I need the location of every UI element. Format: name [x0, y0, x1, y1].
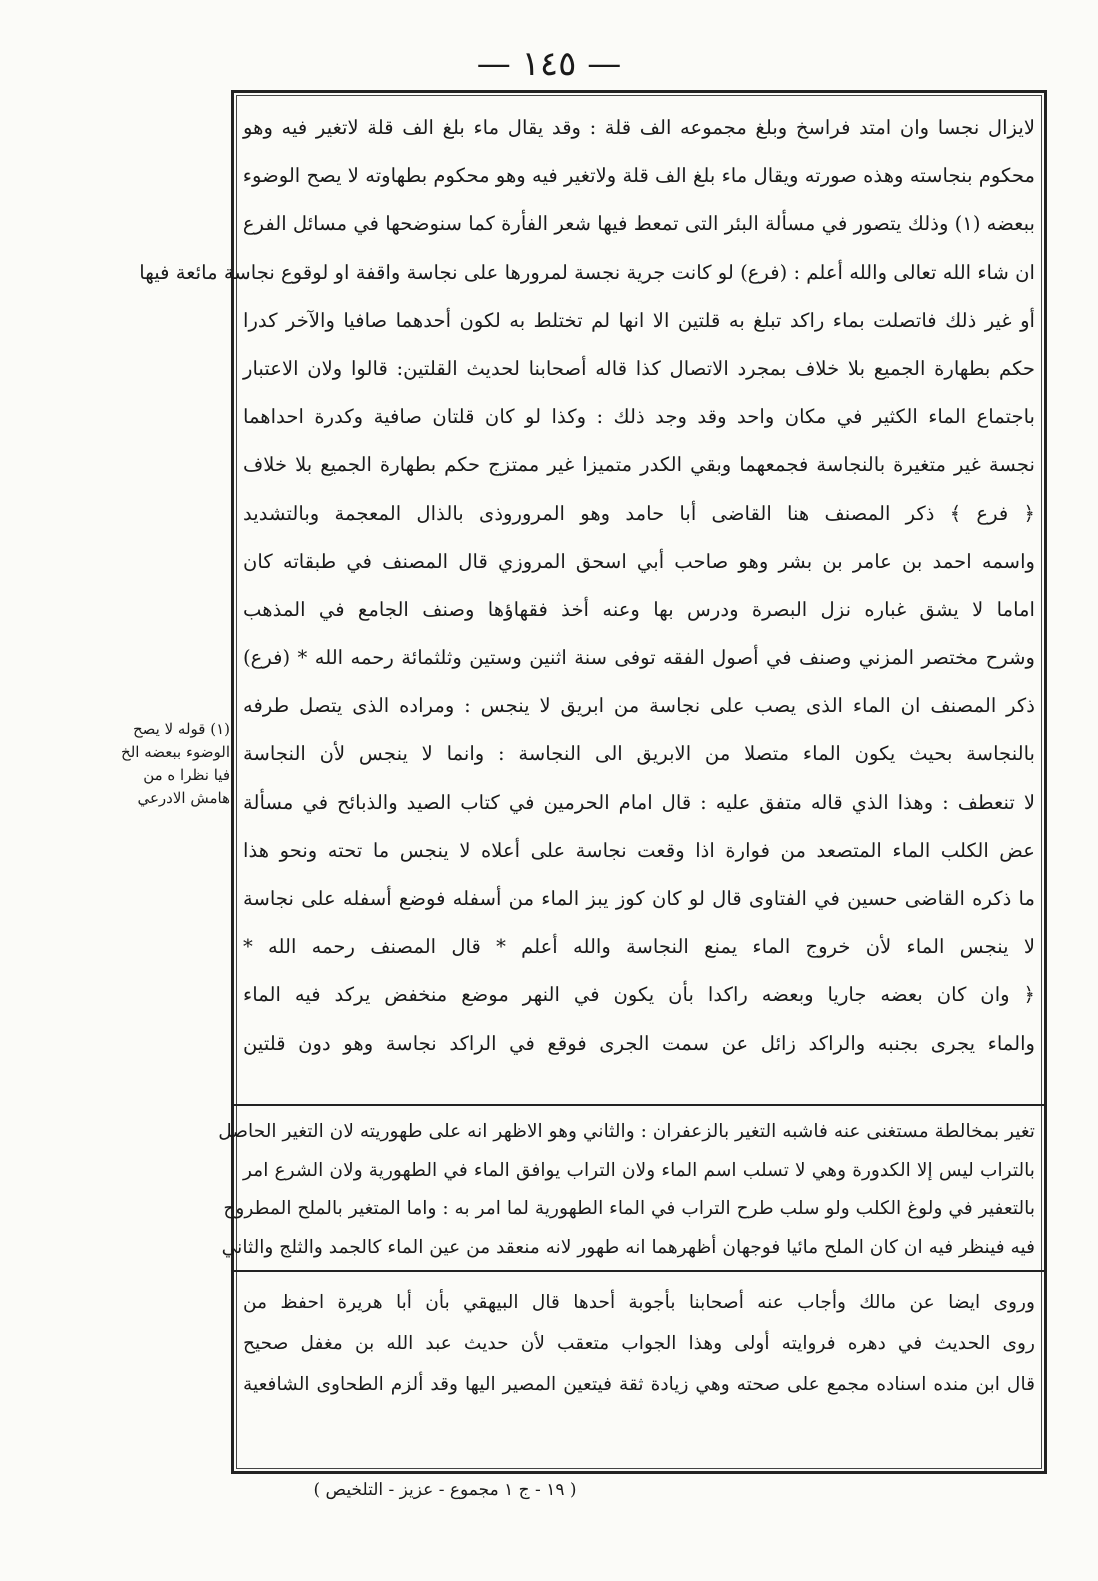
commentary-line: فيه فينظر فيه ان كان الملح مائيا فوجهان أظهرهما انه طهور لانه منعقد من عين الماء كالجمد والثلج والثاني [221, 1236, 1035, 1258]
page-number: — ١٤٥ — [476, 44, 622, 84]
commentary-line: بالتراب ليس إلا الكدورة وهي لا تسلب اسم الماء ولان التراب يوافق الماء في الطهورية ولان الشرع امر [243, 1159, 1035, 1181]
main-line: بالنجاسة بحيث يكون الماء متصلا من الابريق الى النجاسة : وانما لا ينجس لأن النجاسة [243, 742, 1035, 766]
main-line: محكوم بنجاسته وهذه صورته ويقال ماء بلغ الف قلة ولاتغير فيه وهو محكوم بطهاوته لا يصح الوضوء [242, 164, 1035, 188]
main-line: ما ذكره القاضى حسين في الفتاوى قال لو كان كوز يبز الماء من أسفله فوضع أسفله على نجاسة [243, 887, 1035, 910]
main-line: حكم بطهارة الجميع بلا خلاف بمجرد الاتصال كذا قاله أصحابنا لحديث القلتين: قالوا ولان الاعتبار [243, 356, 1035, 380]
commentary-line: تغير بمخالطة مستغنى عنه فاشبه التغير بالزعفران : والثاني وهو الاظهر انه على طهوريته لان التغير الحاصل [218, 1121, 1035, 1142]
main-line: لايزال نجسا وان امتد فراسخ وبلغ مجموعه الف قلة : وقد يقال ماء بلغ الف قلة لاتغير فيه وهو [243, 116, 1035, 139]
margin-note-line: الوضوء ببعضه الخ [121, 743, 230, 761]
main-line: والماء يجرى بجنبه والراكد زائل عن سمت الجرى فوقع في الراكد نجاسة وهو دون قلتين [243, 1031, 1035, 1055]
main-line: وشرح مختصر المزني وصنف في أصول الفقه توفى سنة اثنين وستين وثلثمائة رحمه الله * (فرع) [243, 646, 1035, 670]
footnote-text [243, 1282, 1035, 1405]
main-line: نجسة غير متغيرة بالنجاسة فجمعهما وبقي الكدر متميزا غير ممتزج حكم بطهارة الجميع بلا خلاف [243, 453, 1035, 477]
main-line: لا ينجس الماء لأن خروج الماء يمنع النجاسة والله أعلم * قال المصنف رحمه الله * [243, 935, 1035, 959]
main-line: باجتماع الماء الكثير في مكان واحد وقد وجد ذلك : وكذا لو كان قلتان صافية وكدرة احداهما [243, 405, 1035, 429]
main-line: ﴿ فرع ﴾ ذكر المصنف هنا القاضى أبا حامد وهو المروروذى بالذال المعجمة وبالتشديد [243, 501, 1035, 525]
print-signature: ( ١٩ - ج ١ مجموع - عزيز - التلخيص ) [313, 1480, 577, 1500]
margin-note-line: هامش الادرعي [137, 789, 230, 807]
main-line: اماما لا يشق غباره نزل البصرة ودرس بها وعنه أخذ فقهاؤها وصنف الجامع في المذهب [243, 597, 1035, 621]
main-line: ذكر المصنف ان الماء الذى يصب على نجاسة من ابريق لا ينجس : ومراده الذى يتصل طرفه [243, 694, 1035, 718]
main-line: ان شاء الله تعالى والله أعلم : (فرع) لو كانت جرية نجسة لمرورها على نجاسة واقفة او لوقوع نجاسة مائعة فيها [139, 260, 1035, 284]
margin-note-line: فيا نظرا ه من [143, 766, 230, 784]
margin-note [118, 718, 230, 810]
main-line: ﴿ وان كان بعضه جاريا وبعضه راكدا بأن يكون في النهر موضع منخفض يركد فيه الماء [243, 983, 1035, 1007]
footnote-line: روى الحديث في دهره فروايته أولى وهذا الجواب متعقب لأن حديث عبد الله بن مغفل صحيح [243, 1333, 1035, 1354]
main-line: أو غير ذلك فاتصلت بماء راكد تبلغ به قلتين الا انها لم تختلط به لكون أحدهما صافيا والآخر كدرا [243, 308, 1035, 332]
main-line: عض الكلب الماء المتصعد من فوارة اذا وقعت نجاسة على أعلاه لا ينجس ما تحته ونحو هذا [243, 838, 1035, 862]
main-line: واسمه احمد بن عامر بن بشر وهو صاحب أبي اسحق المروزي قال المصنف في طبقاته كان [243, 549, 1035, 573]
margin-note-line: (١) قوله لا يصح [132, 720, 230, 738]
main-line: لا تنعطف : وهذا الذي قاله متفق عليه : قال امام الحرمين في كتاب الصيد والذبائح في مسألة [243, 790, 1035, 814]
main-line: ببعضه (١) وذلك يتصور في مسألة البئر التى تمعط فيها شعر الفأرة كما سنوضحها في مسائل الفرع [242, 212, 1035, 236]
footnote-line: قال ابن منده اسناده مجمع على صحته وهي زيادة ثقة فيتعين المصير اليها وقد ألزم الطحاوى الشافعية [243, 1374, 1035, 1395]
divider [233, 1104, 1045, 1106]
footnote-line: وروى ايضا عن مالك وأجاب عنه أصحابنا بأجوبة أحدها قال البيهقي بأن أبا هريرة احفظ من [243, 1292, 1035, 1313]
commentary-line: بالتعفير في ولوغ الكلب ولو سلب طرح التراب في الماء الطهورية لما امر به : واما المتغير بالملح المطروح [223, 1198, 1035, 1219]
commentary-text [218, 1113, 1035, 1267]
divider [233, 1270, 1045, 1272]
